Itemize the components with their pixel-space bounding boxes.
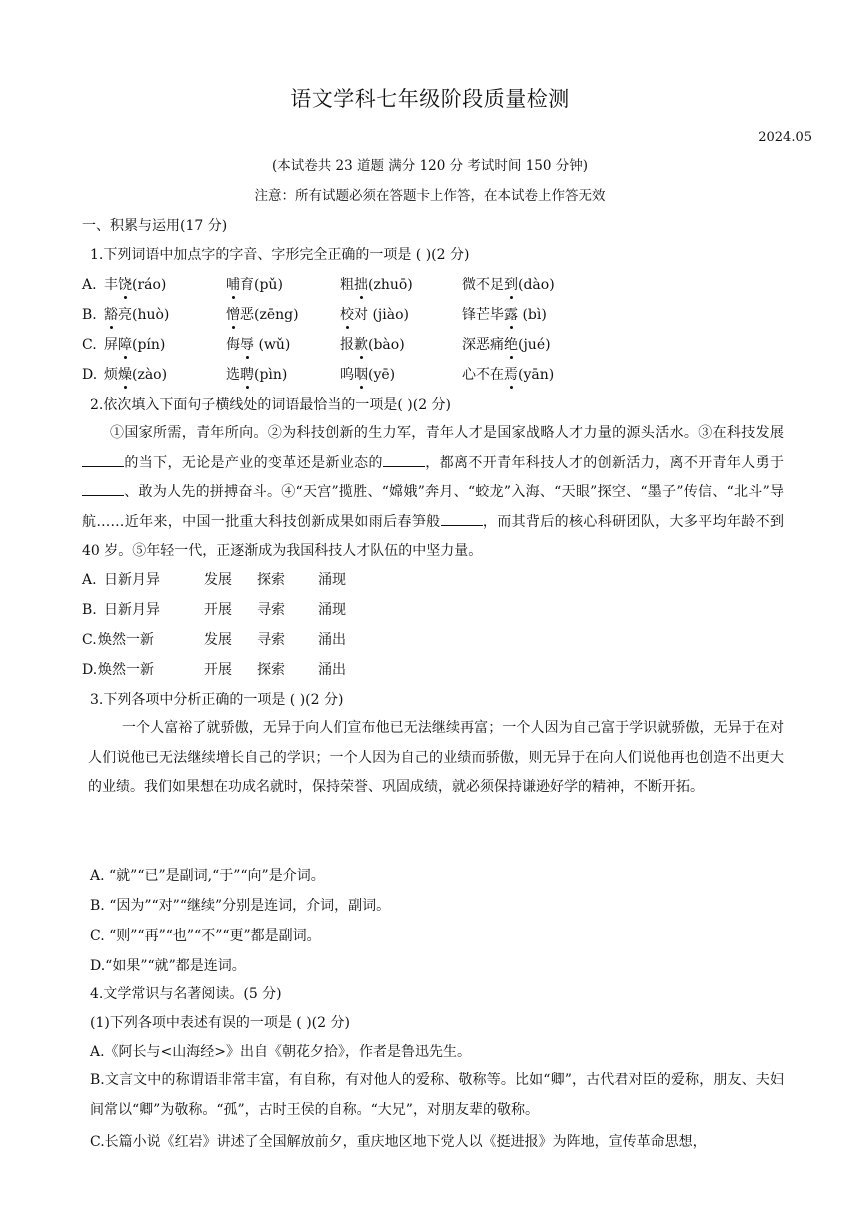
option-word: 憎恶(zēng) — [226, 307, 299, 323]
option-word: 锋芒毕露 (bì) — [462, 307, 547, 323]
q4-option-a[interactable]: A.《阿长与<山海经>》出自《朝花夕拾》，作者是鲁迅先生。 — [90, 1044, 472, 1060]
option-word: 探索 — [257, 572, 285, 588]
q3-option-a[interactable]: A. “就”“已”是副词,“于”“向”是介词。 — [90, 868, 325, 884]
q3-option-c[interactable]: C. “则”“再”“也”“不”“更”都是副词。 — [90, 928, 321, 944]
option-word: 涌出 — [318, 632, 346, 648]
q3-stem: 3.下列各项中分析正确的一项是 ( )(2 分) — [90, 692, 344, 708]
section-heading: 一、积累与运用(17 分) — [82, 218, 228, 234]
q2-passage: ①国家所需，青年所向。②为科技创新的生力军，青年人才是国家战略人才力量的源头活水。③在科技发展的当下，无论是产业的变革还是新业态的 ，都离不开青年科技人才的创新活力，离不开青年人勇于、敢为人先的拼搏奋斗。④“天宫”揽胜、“嫦娥”奔月、“蛟龙”入海、“天眼”探空、“墨子”传信、“北斗”导航……近年来，中国一批重大科技创新成果如雨后春笋般 ，而其背后的核心科研团队，大多平均年龄不到 40 岁。⑤年轻一代，正逐渐成为我国科技人才队伍的中坚力量。 — [82, 425, 785, 559]
fill-blank[interactable] — [82, 452, 124, 467]
option-word: 日新月异 — [104, 572, 160, 588]
q4-stem: 4.文学常识与名著阅读。(5 分) — [90, 986, 282, 1002]
option-word: 屏障(pín) — [104, 337, 166, 353]
q4-sub1: (1)下列各项中表述有误的一项是 ( )(2 分) — [90, 1015, 350, 1031]
option-word: 发展 — [204, 572, 232, 588]
option-label: B. — [82, 307, 97, 323]
fill-blank[interactable] — [441, 511, 483, 526]
option-word: 焕然一新 — [98, 632, 154, 648]
option-word: 选聘(pìn) — [226, 367, 288, 383]
exam-notice: 注意：所有试题必须在答题卡上作答，在本试卷上作答无效 — [254, 188, 606, 204]
option-label: A. — [82, 277, 97, 293]
option-word: 侮辱 (wǔ) — [226, 337, 291, 353]
q3-option-b[interactable]: B. “因为”“对”“继续”分别是连词，介词，副词。 — [90, 898, 391, 914]
option-label: C. — [82, 337, 97, 353]
option-word: 深恶痛绝(jué) — [462, 337, 551, 353]
q3-passage: 一个人富裕了就骄傲，无异于向人们宣布他已无法继续再富；一个人因为自己富于学识就骄傲，无异于在对人们说他已无法继续增长自己的学识；一个人因为自己的业绩而骄傲，则无异于在向人们说他再也创造不出更大的业绩。我们如果想在功成名就时，保持荣誉、巩固成绩，就必须保持谦逊好学的精神，不断开拓。 — [88, 720, 784, 795]
option-word: 开展 — [204, 662, 232, 678]
option-word: 烦燥(zào) — [104, 367, 168, 383]
q2-stem: 2.依次填入下面句子横线处的词语最恰当的一项是( )(2 分) — [90, 397, 452, 413]
option-word: 呜咽(yē) — [340, 367, 396, 383]
fill-blank[interactable] — [82, 481, 124, 496]
q4-option-c[interactable]: C.长篇小说《红岩》讲述了全国解放前夕，重庆地区地下党人以《挺进报》为阵地，宣传革命思想， — [90, 1134, 707, 1150]
option-word: 校对 (jiào) — [340, 307, 409, 323]
option-word: 日新月异 — [104, 602, 160, 618]
option-label: B. — [82, 602, 97, 618]
option-word: 豁亮(huò) — [104, 307, 170, 323]
option-word: 丰饶(ráo) — [104, 277, 167, 293]
option-label: D. — [82, 367, 98, 383]
option-word: 探索 — [257, 662, 285, 678]
option-label: A. — [82, 572, 97, 588]
option-word: 寻索 — [257, 632, 285, 648]
option-word: 微不足到(dào) — [462, 277, 555, 293]
option-word: 开展 — [204, 602, 232, 618]
option-word: 焕然一新 — [98, 662, 154, 678]
option-word: 心不在焉(yān) — [462, 367, 555, 383]
option-word: 涌现 — [318, 572, 346, 588]
option-word: 报歉(bào) — [340, 337, 405, 353]
fill-blank[interactable] — [383, 452, 425, 467]
option-label: D. — [82, 662, 98, 678]
exam-date: 2024.05 — [758, 130, 812, 145]
q4-option-b[interactable]: B.文言文中的称谓语非常丰富，有自称，有对他人的爱称、敬称等。比如“卿”，古代君对臣的爱称，朋友、夫妇间常以“卿”为敬称。“孤”，古时王侯的自称。“大兄”，对朋友辈的敬称。 — [90, 1072, 784, 1118]
q3-option-d[interactable]: D.“如果”“就”都是连词。 — [90, 958, 246, 974]
exam-title: 语文学科七年级阶段质量检测 — [290, 87, 570, 111]
option-word: 涌现 — [318, 602, 346, 618]
q1-stem: 1.下列词语中加点字的字音、字形完全正确的一项是 ( )(2 分) — [90, 247, 470, 263]
option-word: 发展 — [204, 632, 232, 648]
option-word: 涌出 — [318, 662, 346, 678]
option-word: 寻索 — [257, 602, 285, 618]
option-label: C. — [82, 632, 97, 648]
option-word: 哺育(pǔ) — [226, 277, 283, 293]
exam-info: (本试卷共 23 道题 满分 120 分 考试时间 150 分钟) — [271, 158, 589, 174]
option-word: 粗拙(zhuō) — [340, 277, 413, 293]
